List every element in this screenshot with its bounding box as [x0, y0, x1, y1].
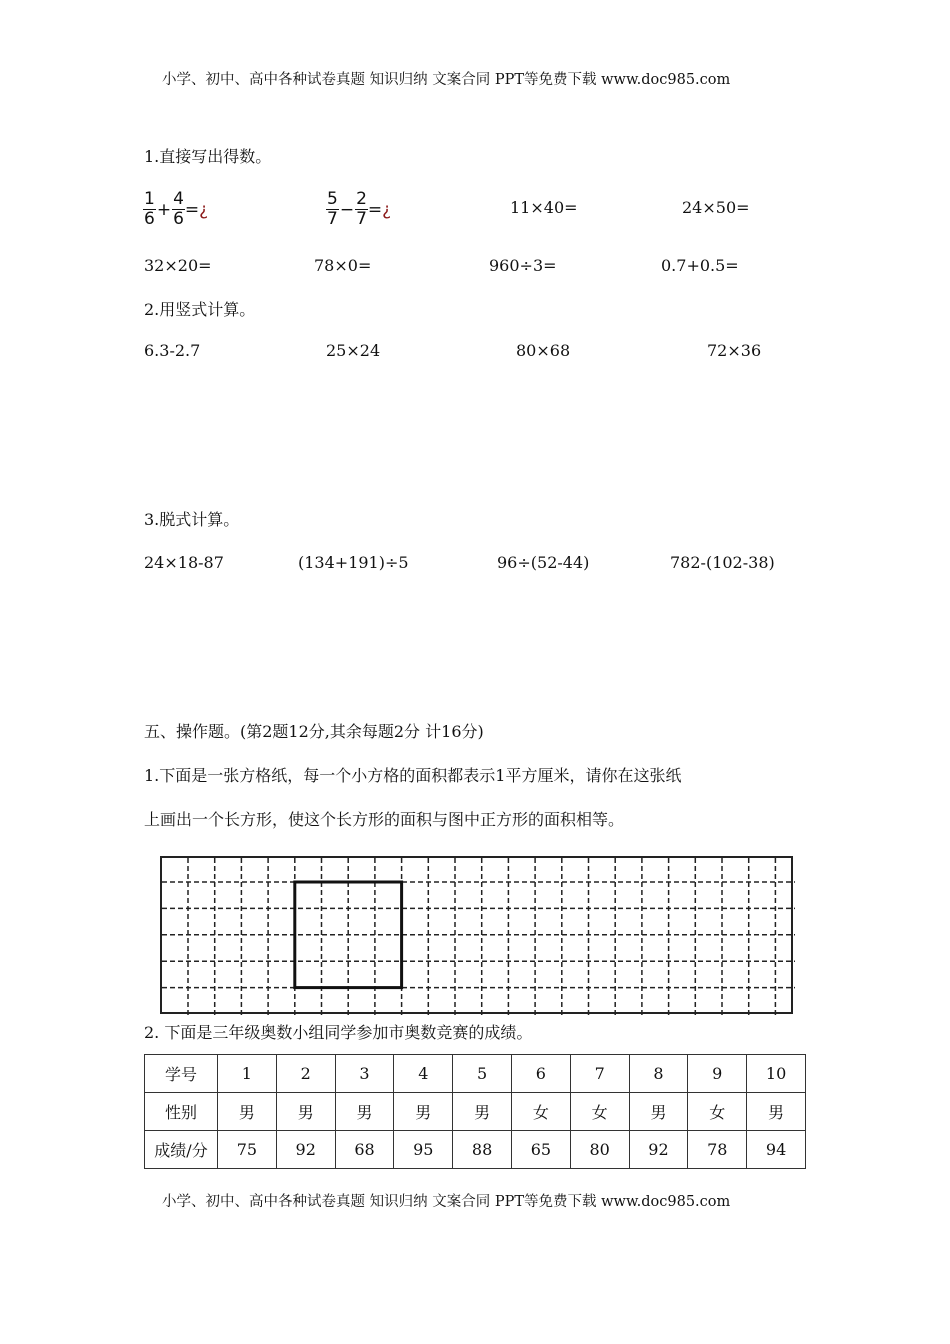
- question-text: 上画出一个长方形，使这个长方形的面积与图中正方形的面积相等。: [144, 810, 625, 829]
- problem: 24×18-87: [144, 553, 224, 572]
- table-cell: 10: [747, 1055, 806, 1093]
- table-cell: 成绩/分: [145, 1131, 218, 1169]
- table-row: [145, 1055, 806, 1093]
- problem: 0.7+0.5=: [661, 256, 739, 275]
- problem: 25×24: [326, 341, 381, 360]
- question-text: 2. 下面是三年级奥数小组同学参加市奥数竞赛的成绩。: [144, 1023, 533, 1042]
- problem: (134+191)÷5: [298, 553, 409, 572]
- table-cell: 80: [570, 1131, 629, 1169]
- table-cell: 75: [218, 1131, 277, 1169]
- table-cell: 92: [629, 1131, 688, 1169]
- problem: 78×0=: [314, 256, 372, 275]
- table-cell: 性别: [145, 1093, 218, 1131]
- table-cell: 2: [276, 1055, 335, 1093]
- table-row: [145, 1131, 806, 1169]
- table-cell: 男: [629, 1093, 688, 1131]
- problem: 6.3-2.7: [144, 341, 201, 360]
- question-text: 1.下面是一张方格纸，每一个小方格的面积都表示1平方厘米，请你在这张纸: [144, 766, 682, 785]
- table-cell: 5: [453, 1055, 512, 1093]
- grid-paper: [160, 856, 793, 1014]
- table-cell: 9: [688, 1055, 747, 1093]
- table-cell: 男: [276, 1093, 335, 1131]
- problem: 11×40=: [510, 198, 578, 217]
- problem: 960÷3=: [489, 256, 557, 275]
- table-cell: 94: [747, 1131, 806, 1169]
- table-cell: 男: [747, 1093, 806, 1131]
- problem: 24×50=: [682, 198, 750, 217]
- table-cell: 学号: [145, 1055, 218, 1093]
- section-title: 1.直接写出得数。: [144, 147, 272, 166]
- table-cell: 1: [218, 1055, 277, 1093]
- section-title: 3.脱式计算。: [144, 510, 240, 529]
- page-footer: 小学、初中、高中各种试卷真题 知识归纳 文案合同 PPT等免费下载 www.doc985.com: [162, 1194, 731, 1210]
- table-cell: 95: [394, 1131, 453, 1169]
- table-cell: 男: [453, 1093, 512, 1131]
- problem: 782-(102-38): [670, 553, 775, 572]
- table-cell: 6: [511, 1055, 570, 1093]
- problem: 96÷(52-44): [497, 553, 590, 572]
- table-cell: 68: [335, 1131, 394, 1169]
- fraction-expression-2: 5 7 − $\frac{2}{7}$ = ¿: [327, 189, 392, 229]
- fraction-expression-1: 1 6 + $\frac{4}{6}$ = ¿: [144, 189, 209, 229]
- table-cell: 男: [218, 1093, 277, 1131]
- problem: 32×20=: [144, 256, 212, 275]
- grid-lines: [162, 858, 795, 1016]
- table-cell: 92: [276, 1131, 335, 1169]
- table-cell: 3: [335, 1055, 394, 1093]
- table-cell: 8: [629, 1055, 688, 1093]
- problem: 72×36: [707, 341, 762, 360]
- table-cell: 男: [335, 1093, 394, 1131]
- table-cell: 女: [511, 1093, 570, 1131]
- table-cell: 女: [570, 1093, 629, 1131]
- section-title: 2.用竖式计算。: [144, 300, 256, 319]
- section-title: 五、操作题。(第2题12分,其余每题2分 计16分): [144, 722, 484, 741]
- table-row: [145, 1093, 806, 1131]
- table-cell: 88: [453, 1131, 512, 1169]
- table-cell: 4: [394, 1055, 453, 1093]
- page-header: 小学、初中、高中各种试卷真题 知识归纳 文案合同 PPT等免费下载 www.doc985.com: [162, 72, 731, 88]
- table-cell: 78: [688, 1131, 747, 1169]
- score-table: [144, 1054, 806, 1169]
- problem: 80×68: [516, 341, 571, 360]
- table-cell: 7: [570, 1055, 629, 1093]
- table-cell: 女: [688, 1093, 747, 1131]
- table-cell: 男: [394, 1093, 453, 1131]
- table-cell: 65: [511, 1131, 570, 1169]
